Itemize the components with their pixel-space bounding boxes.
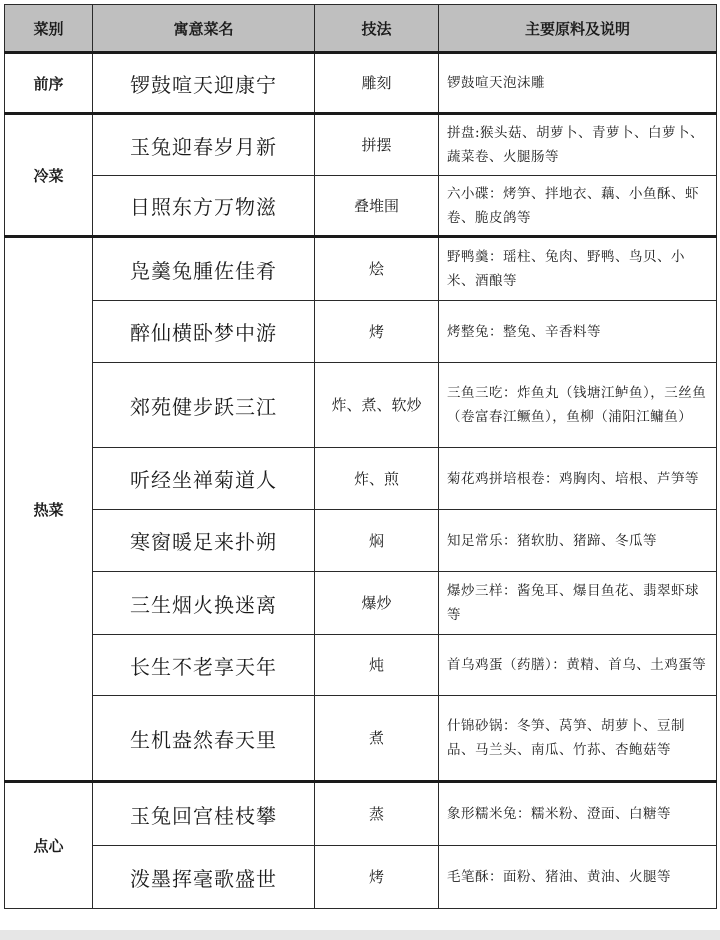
- dish-name: 玉兔回宫桂枝攀: [93, 782, 315, 846]
- dish-name: 长生不老享天年: [93, 635, 315, 696]
- header-row: [5, 5, 717, 53]
- ingredients: 爆炒三样：酱兔耳、爆目鱼花、翡翠虾球等: [439, 572, 717, 635]
- ingredients: 六小碟：烤笋、拌地衣、藕、小鱼酥、虾卷、脆皮鸽等: [439, 176, 717, 237]
- dish-name: 泼墨挥毫歌盛世: [93, 846, 315, 909]
- technique: 蒸: [315, 782, 439, 846]
- ingredients: 象形糯米兔：糯米粉、澄面、白糖等: [439, 782, 717, 846]
- header-ingredients: 主要原料及说明: [439, 5, 717, 53]
- table-row: [5, 176, 717, 237]
- header-category: 菜别: [5, 5, 93, 53]
- technique: 雕刻: [315, 53, 439, 114]
- ingredients: 锣鼓喧天泡沫雕: [439, 53, 717, 114]
- dish-name: 生机盎然春天里: [93, 696, 315, 782]
- technique: 煮: [315, 696, 439, 782]
- technique: 焖: [315, 510, 439, 572]
- dish-name: 三生烟火换迷离: [93, 572, 315, 635]
- dish-name: 醉仙横卧梦中游: [93, 301, 315, 363]
- table-row: [5, 114, 717, 176]
- header-dish-name: 寓意菜名: [93, 5, 315, 53]
- ingredients: 菊花鸡拼培根卷：鸡胸肉、培根、芦笋等: [439, 448, 717, 510]
- menu-table: [4, 4, 717, 909]
- technique: 拼摆: [315, 114, 439, 176]
- dish-name: 锣鼓喧天迎康宁: [93, 53, 315, 114]
- bottom-strip: [0, 930, 720, 940]
- dish-name: 玉兔迎春岁月新: [93, 114, 315, 176]
- technique: 叠堆围: [315, 176, 439, 237]
- technique: 炖: [315, 635, 439, 696]
- technique: 烤: [315, 301, 439, 363]
- table-row: [5, 846, 717, 909]
- technique: 烩: [315, 237, 439, 301]
- dish-name: 寒窗暖足来扑朔: [93, 510, 315, 572]
- table-row: [5, 363, 717, 448]
- ingredients: 知足常乐：猪软肋、猪蹄、冬瓜等: [439, 510, 717, 572]
- technique: 烤: [315, 846, 439, 909]
- table-row: [5, 572, 717, 635]
- ingredients: 野鸭羹：瑶柱、兔肉、野鸭、鸟贝、小米、酒酿等: [439, 237, 717, 301]
- technique: 炸、煮、软炒: [315, 363, 439, 448]
- table-row: [5, 53, 717, 114]
- ingredients: 毛笔酥：面粉、猪油、黄油、火腿等: [439, 846, 717, 909]
- table-row: [5, 782, 717, 846]
- category-cell: 点心: [5, 782, 93, 909]
- header-technique: 技法: [315, 5, 439, 53]
- table-row: [5, 696, 717, 782]
- category-cell: 冷菜: [5, 114, 93, 237]
- category-cell: 热菜: [5, 237, 93, 782]
- ingredients: 烤整兔：整兔、辛香料等: [439, 301, 717, 363]
- dish-name: 凫羹兔腫佐佳肴: [93, 237, 315, 301]
- ingredients: 首乌鸡蛋（药膳）：黄精、首乌、土鸡蛋等: [439, 635, 717, 696]
- ingredients: 拼盘:猴头菇、胡萝卜、青萝卜、白萝卜、蔬菜卷、火腿肠等: [439, 114, 717, 176]
- table-row: [5, 237, 717, 301]
- dish-name: 日照东方万物滋: [93, 176, 315, 237]
- table-row: [5, 635, 717, 696]
- category-cell: 前序: [5, 53, 93, 114]
- technique: 炸、煎: [315, 448, 439, 510]
- ingredients: 什锦砂锅：冬笋、莴笋、胡萝卜、豆制品、马兰头、南瓜、竹荪、杏鲍菇等: [439, 696, 717, 782]
- table-row: [5, 510, 717, 572]
- table-row: [5, 301, 717, 363]
- menu-table-frame: [4, 4, 716, 909]
- table-row: [5, 448, 717, 510]
- technique: 爆炒: [315, 572, 439, 635]
- dish-name: 听经坐禅菊道人: [93, 448, 315, 510]
- ingredients: 三鱼三吃：炸鱼丸（钱塘江鲈鱼），三丝鱼（卷富春江鳜鱼），鱼柳（浦阳江鳙鱼）: [439, 363, 717, 448]
- dish-name: 郊苑健步跃三江: [93, 363, 315, 448]
